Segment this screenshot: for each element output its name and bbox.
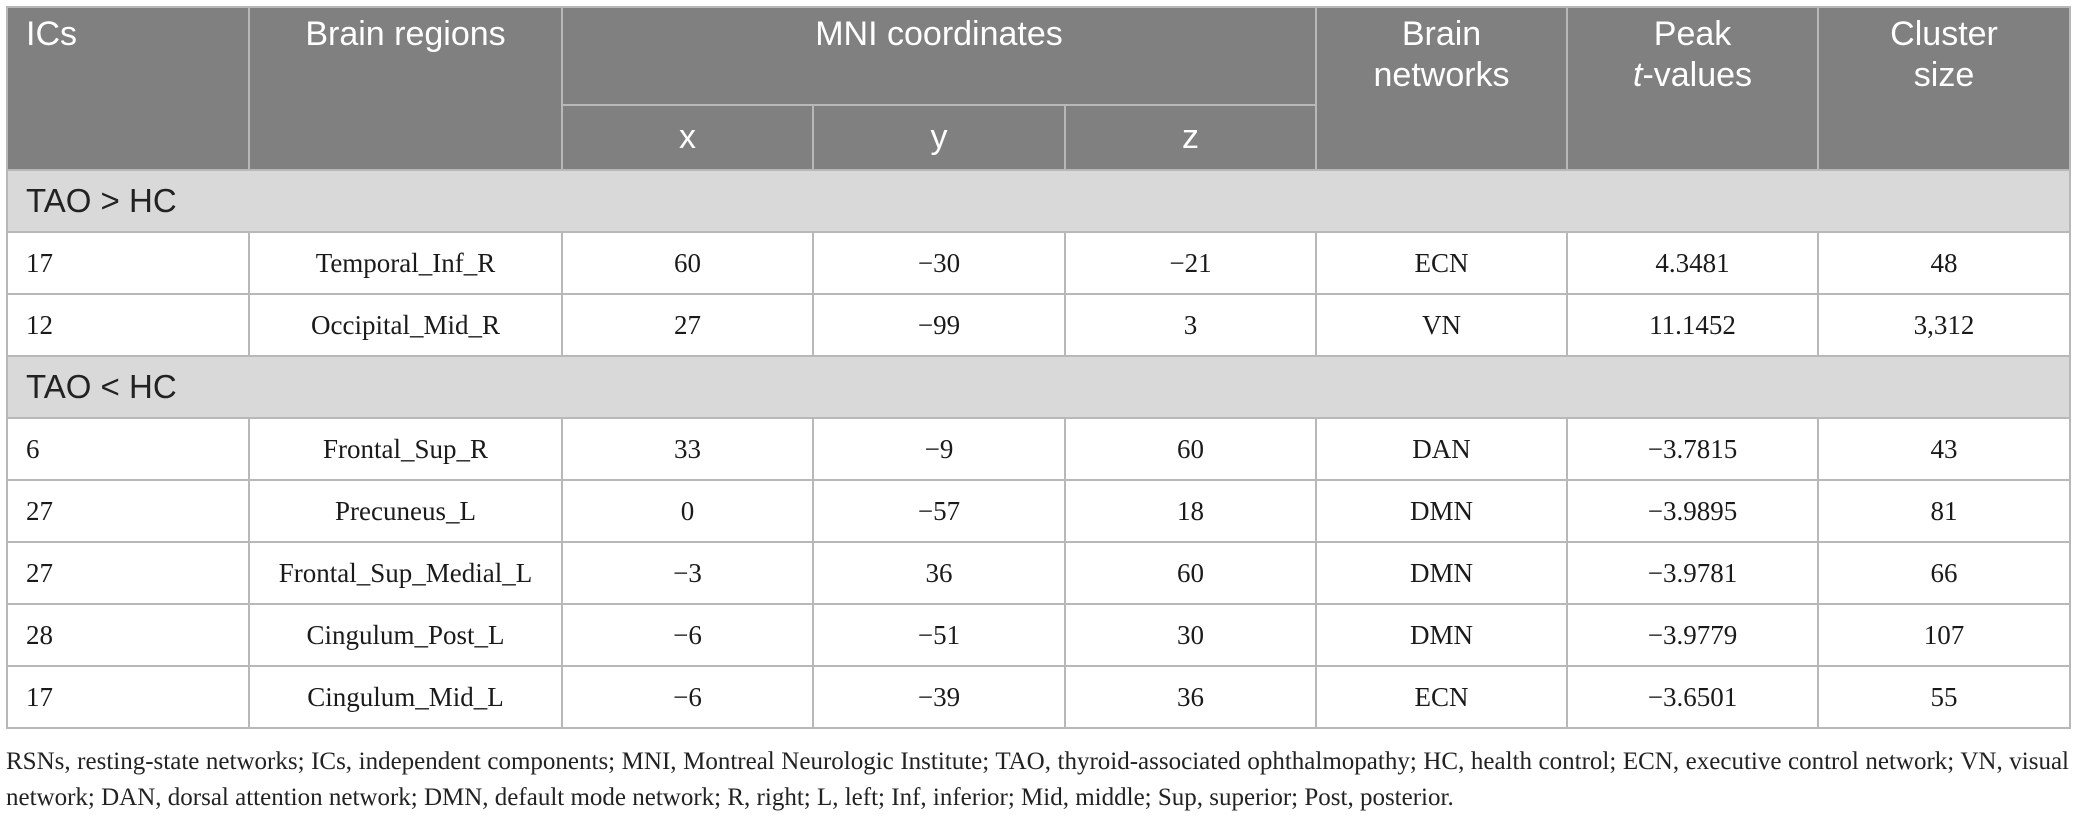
header-cluster-line1: Cluster [1890, 15, 1998, 53]
cell-network: ECN [1316, 666, 1567, 728]
cell-x: −3 [562, 542, 813, 604]
cell-brain-region: Temporal_Inf_R [249, 232, 562, 294]
cell-y: −30 [813, 232, 1065, 294]
cell-cluster-size: 81 [1818, 480, 2070, 542]
header-brain-regions: Brain regions [249, 7, 562, 170]
header-x: x [562, 105, 813, 170]
cell-network: ECN [1316, 232, 1567, 294]
cell-ic: 17 [7, 666, 249, 728]
header-brain-networks [1316, 7, 1567, 170]
cell-ic: 27 [7, 480, 249, 542]
header-brain-networks-line2: networks [1373, 56, 1510, 94]
cell-y: −39 [813, 666, 1065, 728]
group-row [7, 170, 2070, 232]
cell-peak-t: −3.9781 [1567, 542, 1818, 604]
group-row [7, 356, 2070, 418]
header-peak-t-values [1567, 7, 1818, 170]
cell-ic: 28 [7, 604, 249, 666]
cell-network: DAN [1316, 418, 1567, 480]
cell-z: 36 [1065, 666, 1316, 728]
cell-z: 3 [1065, 294, 1316, 356]
results-table [6, 6, 2071, 729]
cell-ic: 27 [7, 542, 249, 604]
cell-cluster-size: 43 [1818, 418, 2070, 480]
cell-network: DMN [1316, 542, 1567, 604]
cell-z: 18 [1065, 480, 1316, 542]
cell-cluster-size: 66 [1818, 542, 2070, 604]
cell-z: 30 [1065, 604, 1316, 666]
group-label: TAO < HC [7, 356, 2070, 418]
cell-peak-t: −3.9895 [1567, 480, 1818, 542]
cell-y: 36 [813, 542, 1065, 604]
header-ics: ICs [7, 7, 249, 170]
header-cluster-line2: size [1913, 56, 1975, 94]
cell-x: −6 [562, 666, 813, 728]
cell-peak-t: 11.1452 [1567, 294, 1818, 356]
cell-ic: 6 [7, 418, 249, 480]
cell-y: −9 [813, 418, 1065, 480]
header-peak-rest: -values [1642, 56, 1753, 94]
cell-x: 0 [562, 480, 813, 542]
table-row [7, 294, 2070, 356]
cell-brain-region: Occipital_Mid_R [249, 294, 562, 356]
cell-brain-region: Frontal_Sup_R [249, 418, 562, 480]
table-row [7, 480, 2070, 542]
header-brain-networks-line1: Brain [1401, 15, 1482, 53]
cell-z: −21 [1065, 232, 1316, 294]
cell-brain-region: Frontal_Sup_Medial_L [249, 542, 562, 604]
table-footnote: RSNs, resting-state networks; ICs, independent components; MNI, Montreal Neurologic Institute; TAO, thyroid-associated ophthalmopathy; HC, health control; ECN, executive control network; VN, visual network; DAN, dorsal attention network; DMN, default mode network; R, right; L, left; Inf, inferior; Mid, middle; Sup, superior; Post, posterior. [6, 748, 2069, 811]
cell-cluster-size: 48 [1818, 232, 2070, 294]
cell-y: −99 [813, 294, 1065, 356]
cell-x: 60 [562, 232, 813, 294]
cell-peak-t: 4.3481 [1567, 232, 1818, 294]
cell-cluster-size: 55 [1818, 666, 2070, 728]
header-mni-coordinates: MNI coordinates [562, 7, 1316, 105]
header-cluster-size [1818, 7, 2070, 170]
cell-brain-region: Precuneus_L [249, 480, 562, 542]
cell-cluster-size: 3,312 [1818, 294, 2070, 356]
cell-network: DMN [1316, 604, 1567, 666]
cell-y: −57 [813, 480, 1065, 542]
results-table-container [6, 6, 2069, 729]
table-row [7, 418, 2070, 480]
table-row [7, 232, 2070, 294]
cell-network: VN [1316, 294, 1567, 356]
cell-y: −51 [813, 604, 1065, 666]
cell-brain-region: Cingulum_Mid_L [249, 666, 562, 728]
cell-network: DMN [1316, 480, 1567, 542]
cell-x: 27 [562, 294, 813, 356]
table-row [7, 542, 2070, 604]
cell-brain-region: Cingulum_Post_L [249, 604, 562, 666]
cell-peak-t: −3.9779 [1567, 604, 1818, 666]
cell-z: 60 [1065, 542, 1316, 604]
header-peak-line1: Peak [1653, 15, 1732, 53]
group-label: TAO > HC [7, 170, 2070, 232]
cell-cluster-size: 107 [1818, 604, 2070, 666]
header-y: y [813, 105, 1065, 170]
table-row [7, 666, 2070, 728]
cell-peak-t: −3.7815 [1567, 418, 1818, 480]
cell-x: −6 [562, 604, 813, 666]
cell-ic: 17 [7, 232, 249, 294]
cell-ic: 12 [7, 294, 249, 356]
header-z: z [1065, 105, 1316, 170]
table-header [7, 7, 2070, 170]
cell-z: 60 [1065, 418, 1316, 480]
cell-peak-t: −3.6501 [1567, 666, 1818, 728]
header-peak-t: t [1633, 56, 1643, 94]
cell-x: 33 [562, 418, 813, 480]
table-row [7, 604, 2070, 666]
table-body [7, 170, 2070, 728]
